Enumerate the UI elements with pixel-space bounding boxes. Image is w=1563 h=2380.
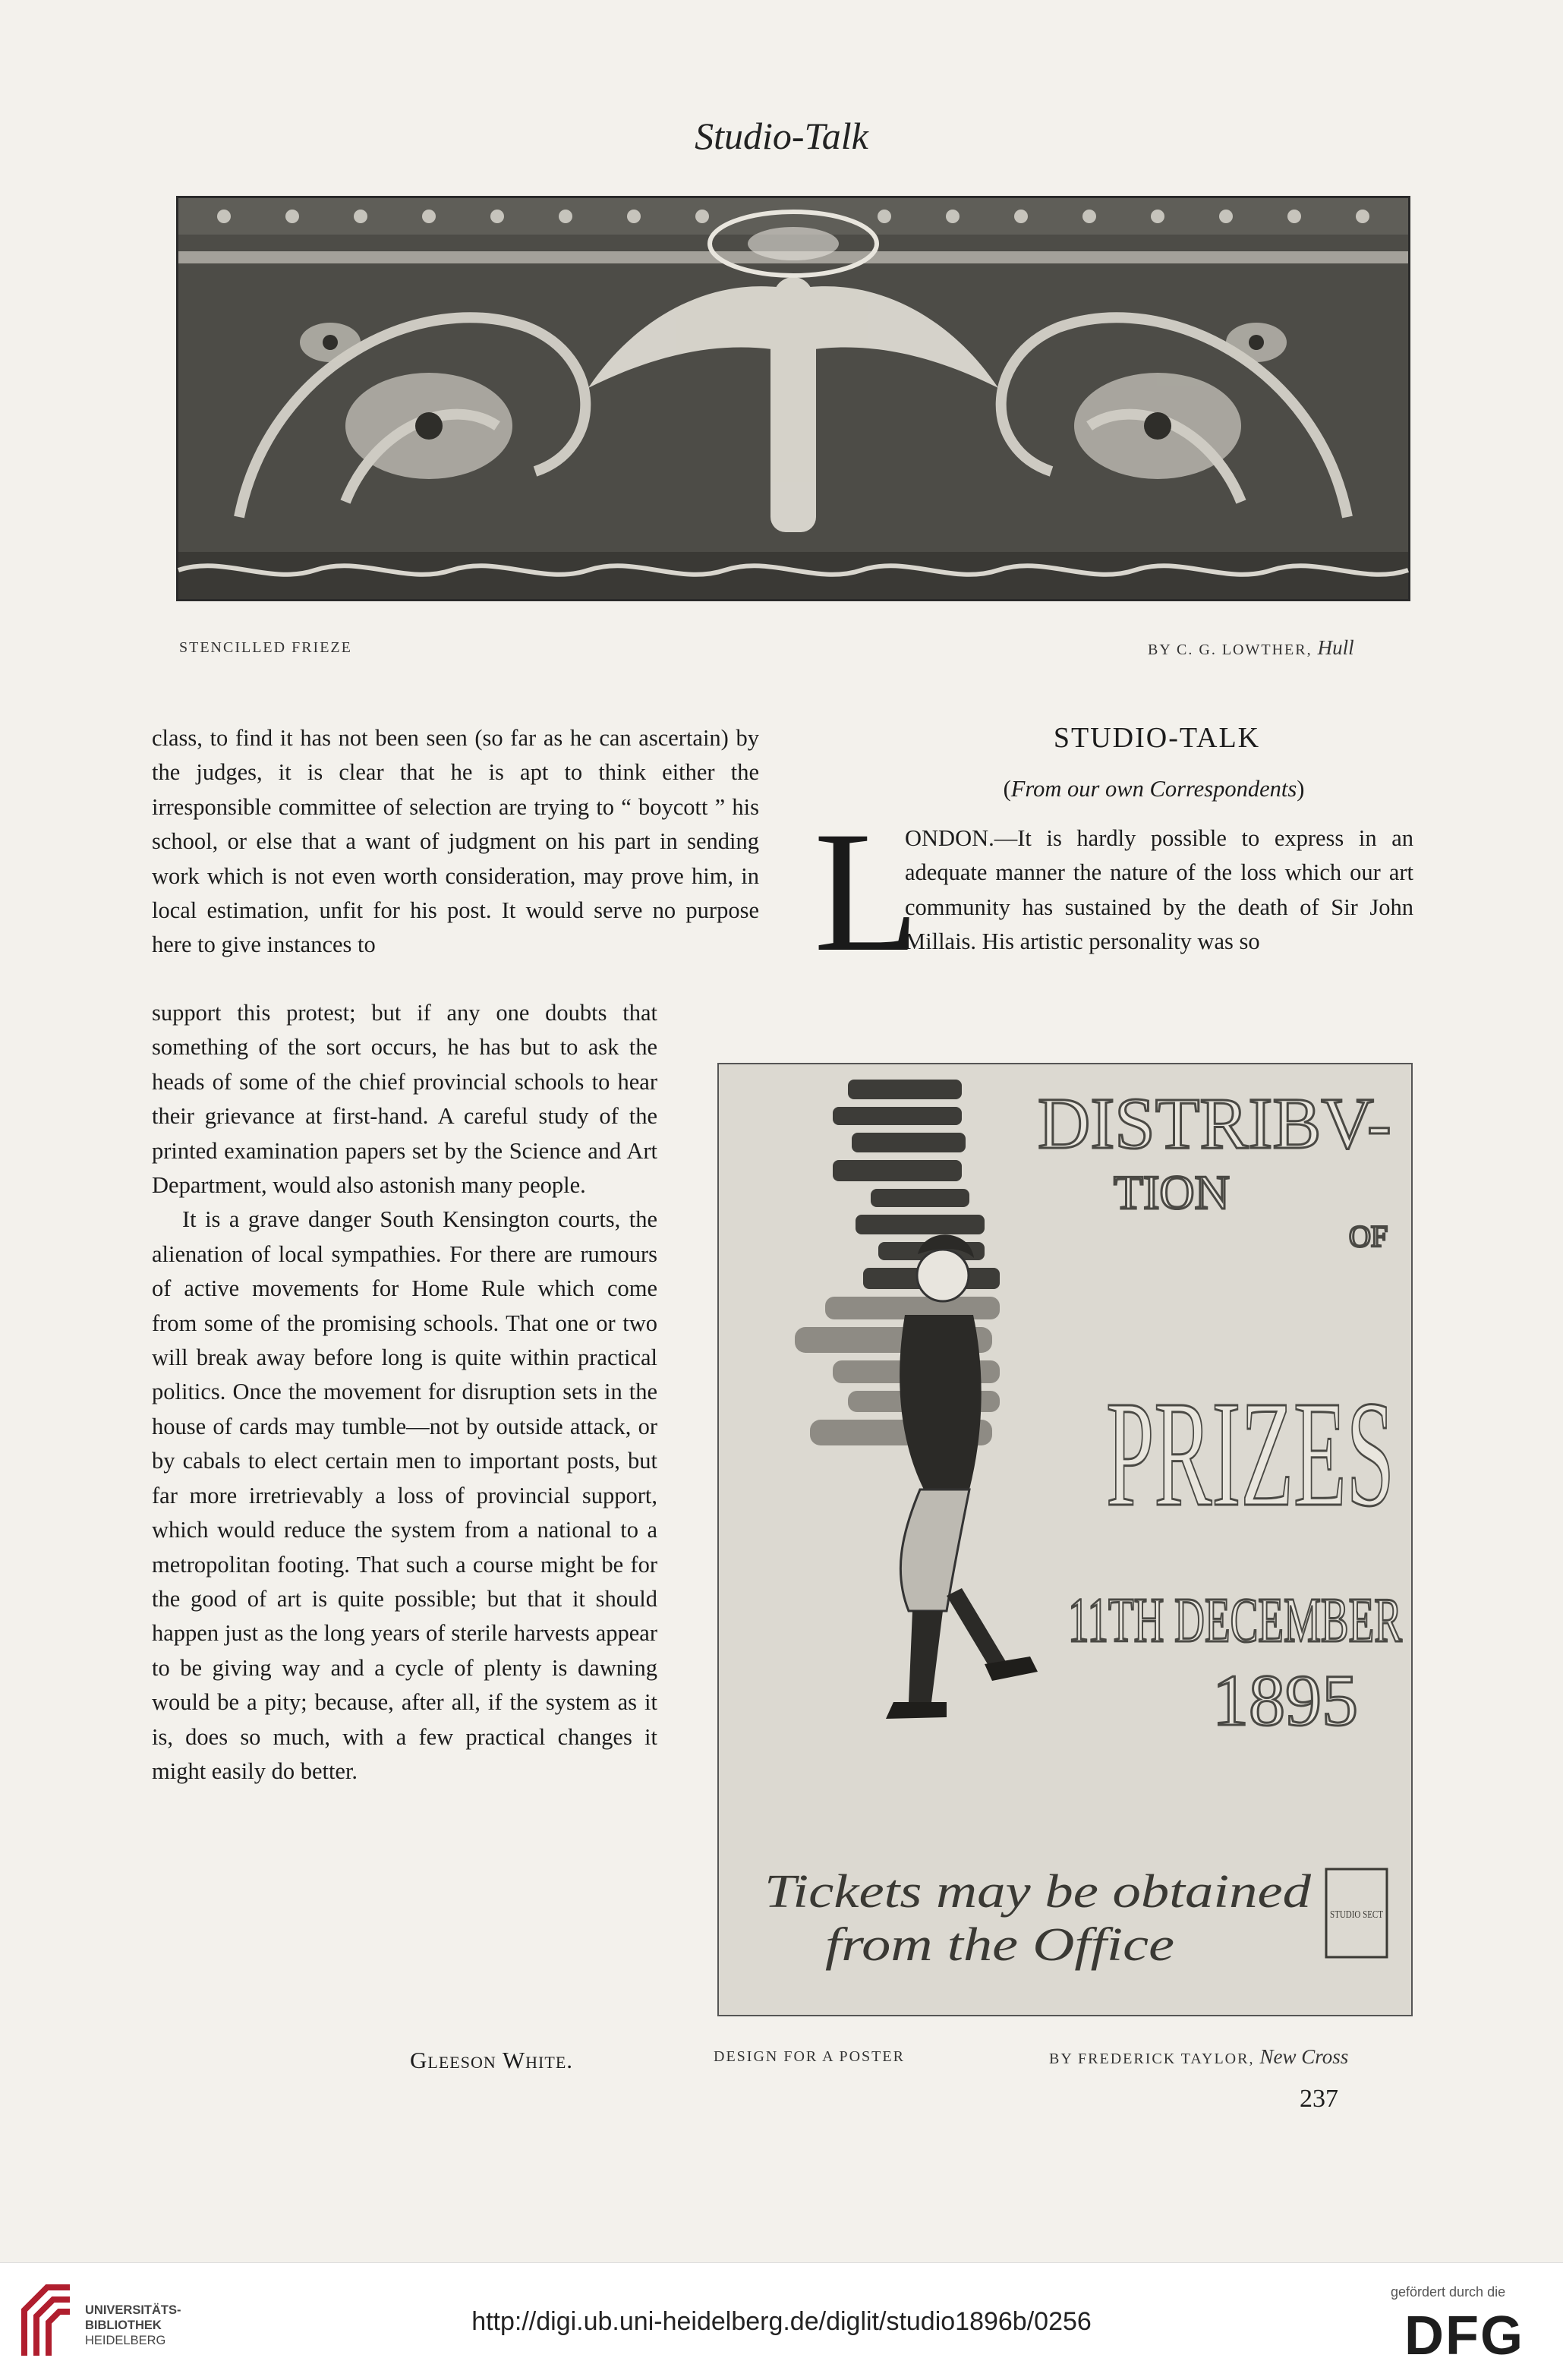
frieze-caption-credit [1148, 636, 1354, 660]
frieze-caption-title: STENCILLED FRIEZE [179, 639, 352, 656]
poster-tickets-line-2: from the Office [825, 1919, 1174, 1971]
section-heading: STUDIO-TALK [1053, 722, 1261, 754]
poster-line-tion: TION [1114, 1165, 1230, 1219]
library-name-line-1: UNIVERSITÄTS- [85, 2303, 181, 2317]
section-subheading: (From our own Correspondents) [1003, 776, 1305, 802]
paragraph: support this protest; but if any one doubts that something of the sort occurs, he has but to ask the heads of some of the chief provincial schools to hear their grievance at first-hand. A careful study of the printed examination papers set by the Science and Art Department, would also astonish many people. [152, 1000, 657, 1199]
poster-caption-artist: BY FREDERICK TAYLOR, [1049, 2051, 1255, 2067]
dfg-logo: DFG [1404, 2306, 1524, 2366]
running-head: Studio-Talk [695, 115, 868, 157]
section-subheading-text: From our own Correspondents [1010, 776, 1297, 802]
poster-stamp: STUDIO SECT [1330, 1909, 1384, 1921]
poster-image [717, 1063, 1413, 2016]
left-column-wide [152, 721, 759, 963]
permalink-url[interactable]: http://digi.ub.uni-heidelberg.de/diglit/studio1896b/0256 [471, 2307, 1092, 2336]
poster-line-distribution: DISTRIBV- [1038, 1083, 1391, 1164]
stencilled-frieze-image [176, 196, 1410, 601]
poster-tickets-line-1: Tickets may be obtained [764, 1866, 1312, 1918]
funded-by-label: gefördert durch die [1391, 2284, 1506, 2300]
paragraph: It is a grave danger South Kensington courts, the alienation of local sympathies. For there are rumours of active movements for Home Rule which come from some of the promising schools. That one or two will break away before long is quite within practical politics. Once the movement for disruption sets in the house of cards may tumble—not by outside attack, or by cabals to elect certain men to important posts, but far more irretrievably a loss of provincial support, which would reduce the system from a national to a metropolitan footing. That such a course might be for the good of art is quite possible; but that it should happen just as the long years of sterile harvests appear to be giving way and a cycle of plenty is dawning would be a pity; because, after all, if the system as it is, does so much, with a few practical changes it might easily do better. [152, 1206, 657, 1784]
poster-caption-credit [1049, 2045, 1348, 2069]
paragraph: class, to find it has not been seen (so far as he can ascertain) by the judges, it is clear that he is apt to think either the irresponsible committee of selection are trying to “ boycott ” his school, or else that a want of judgment on his part in sending work which is not even worth consideration, may prove him, in local estimation, unfit for his post. It would serve no purpose here to give instances to [152, 725, 759, 958]
paragraph: ONDON.—It is hardly possible to express in an adequate manner the nature of the loss which our art community has sustained by the death of Sir John Millais. His artistic personality was so [905, 825, 1413, 955]
frieze-caption-artist: BY C. G. LOWTHER, [1148, 641, 1312, 658]
right-column [905, 821, 1413, 960]
left-column-narrow [152, 996, 657, 1789]
frieze-caption-place: Hull [1317, 636, 1354, 659]
poster-line-prizes: PRIZES [1106, 1370, 1394, 1538]
poster-caption-place: New Cross [1259, 2045, 1349, 2068]
library-name-line-3: HEIDELBERG [85, 2334, 166, 2347]
author-signature: Gleeson White. [410, 2047, 574, 2073]
poster-line-year: 1895 [1212, 1660, 1358, 1741]
poster-line-of: OF [1349, 1219, 1388, 1253]
poster-caption-title: DESIGN FOR A POSTER [714, 2048, 905, 2065]
page-number: 237 [1300, 2085, 1338, 2113]
library-name-line-2: BIBLIOTHEK [85, 2319, 162, 2332]
digitization-footer [0, 2262, 1563, 2380]
drop-cap: L [814, 796, 920, 988]
poster-line-date: 11TH DECEMBER [1068, 1585, 1402, 1656]
